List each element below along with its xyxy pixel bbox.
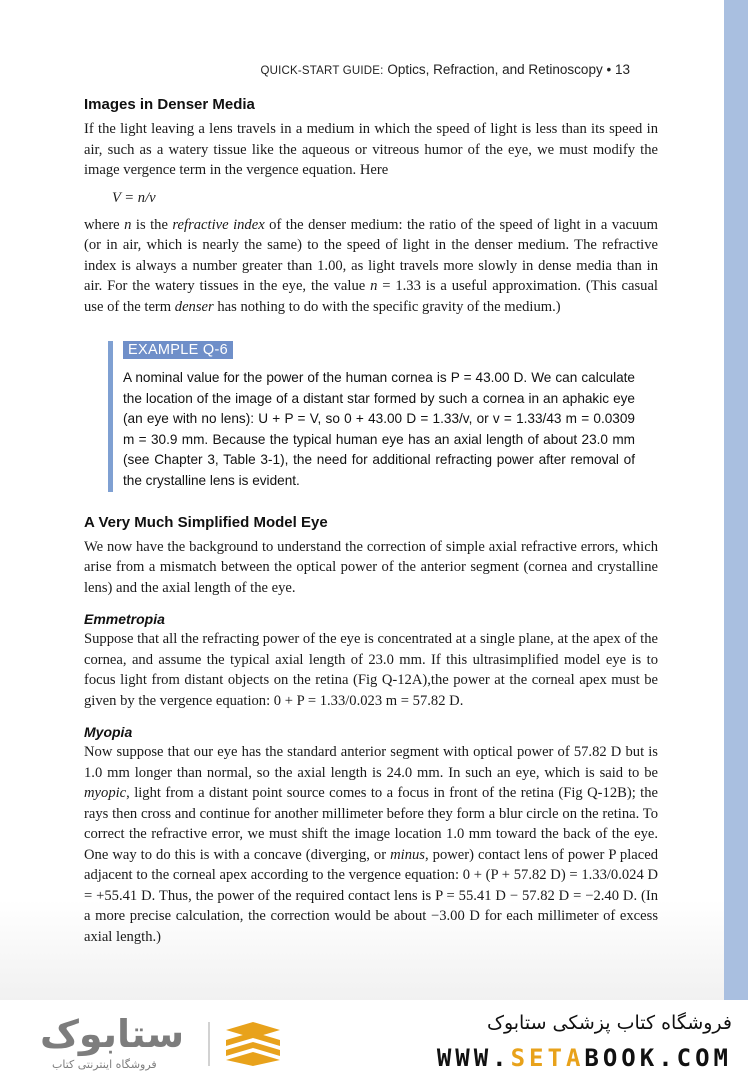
setabook-logo-icon bbox=[222, 1020, 284, 1068]
paragraph-emmetropia: Suppose that all the refracting power of the eye is concentrated at a single plane, at the apex of the cornea, and assume the typical axial length of 23.0 mm. If this ultrasimplified model eye is to focus light from distant objects on the retina (Fig Q-12A),the power at the corneal apex must be given by the vergence equation: 0 + P = 1.33/0.023 m = 57.82 D. bbox=[84, 631, 658, 709]
section-heading-model-eye: A Very Much Simplified Model Eye bbox=[84, 513, 328, 531]
section-heading-denser-media: Images in Denser Media bbox=[84, 96, 255, 113]
setabook-logo-text: ستابوک bbox=[40, 1012, 185, 1056]
paragraph-refractive-index: where n is the refractive index of the denser medium: the ratio of the speed of light in a vacuum (or in air, which is nearly the same) to the speed of light in the denser medium. The refractive index is always a number greater than 1.00, as light travels more slowly in dense media than in air. For the watery tissues in the eye, the value n = 1.33 is a useful approximation. (This casual use of the term denser has nothing to do with the specific gravity of the medium.) bbox=[84, 216, 658, 315]
paragraph-myopia: Now suppose that our eye has the standard anterior segment with optical power of 57.82 D but is 1.0 mm longer than normal, so the axial length is 24.0 mm. In such an eye, which is said to be myopic, light from a distant point source comes to a focus in front of the retina (Fig Q-12B); the rays then cross and continue for another millimeter before they form a blur circle on the retina. To correct the refractive error, we must shift the image location 1.0 mm toward the back of the eye. One way to do this is with a concave (diverging, or minus, power) contact lens of power P placed adjacent to the corneal apex according to the vergence equation: 0 + (P + 57.82 D) = 1.33/0.024 D = +55.41 D. Thus, the power of the required contact lens is P = 55.41 D − 57.82 D = −2.40 D. (In a more precise calculation, the correction would be about −3.00 D for each millimeter of excess axial length.) bbox=[84, 744, 658, 945]
running-head-title: Optics, Refraction, and Retinoscopy bbox=[387, 62, 603, 77]
example-title: EXAMPLE Q-6 bbox=[123, 341, 233, 359]
example-box bbox=[108, 341, 635, 492]
page-content bbox=[84, 96, 658, 947]
subheading-emmetropia: Emmetropia bbox=[84, 611, 165, 628]
page-edge-strip bbox=[724, 0, 748, 1000]
logo-divider bbox=[208, 1022, 210, 1066]
equation-v-n-over-v: V = n/v bbox=[112, 189, 156, 206]
running-head bbox=[260, 62, 630, 77]
running-head-label: QUICK-START GUIDE: bbox=[260, 65, 384, 77]
store-name: فروشگاه کتاب پزشکی ستابوک bbox=[486, 1012, 732, 1034]
example-body: A nominal value for the power of the human cornea is P = 43.00 D. We can calculate the location of the image of a distant star formed by such a cornea in an aphakic eye (an eye with no lens): U + P = V, so 0 + 43.00 D = 1.33/v, or v = 1.33/43 m = 0.0309 m = 30.9 mm. Because the typical human eye has an axial length of about 23.0 mm (see Chapter 3, Table 3-1), the need for additional refracting power after removal of the crystalline lens is evident. bbox=[123, 370, 635, 488]
page-number: 13 bbox=[614, 62, 630, 77]
setabook-logo-subtitle: فروشگاه اینترنتی کتاب bbox=[52, 1058, 157, 1071]
paragraph-model-eye: We now have the background to understand the correction of simple axial refractive errors, which arise from a mismatch between the optical power of the anterior segment (cornea and crystalline lens) and the axial length of the eye. bbox=[84, 538, 658, 596]
store-url: WWW.SETABOOK.COM bbox=[436, 1044, 732, 1072]
paragraph-denser-media-intro: If the light leaving a lens travels in a medium in which the speed of light is less than its speed in air, such as a watery tissue like the aqueous or vitreous humor of the eye, we must modify the image vergence term in the vergence equation. Here bbox=[84, 121, 658, 178]
running-head-bullet: • bbox=[606, 62, 612, 77]
watermark-footer bbox=[0, 1000, 748, 1080]
subheading-myopia: Myopia bbox=[84, 724, 133, 741]
